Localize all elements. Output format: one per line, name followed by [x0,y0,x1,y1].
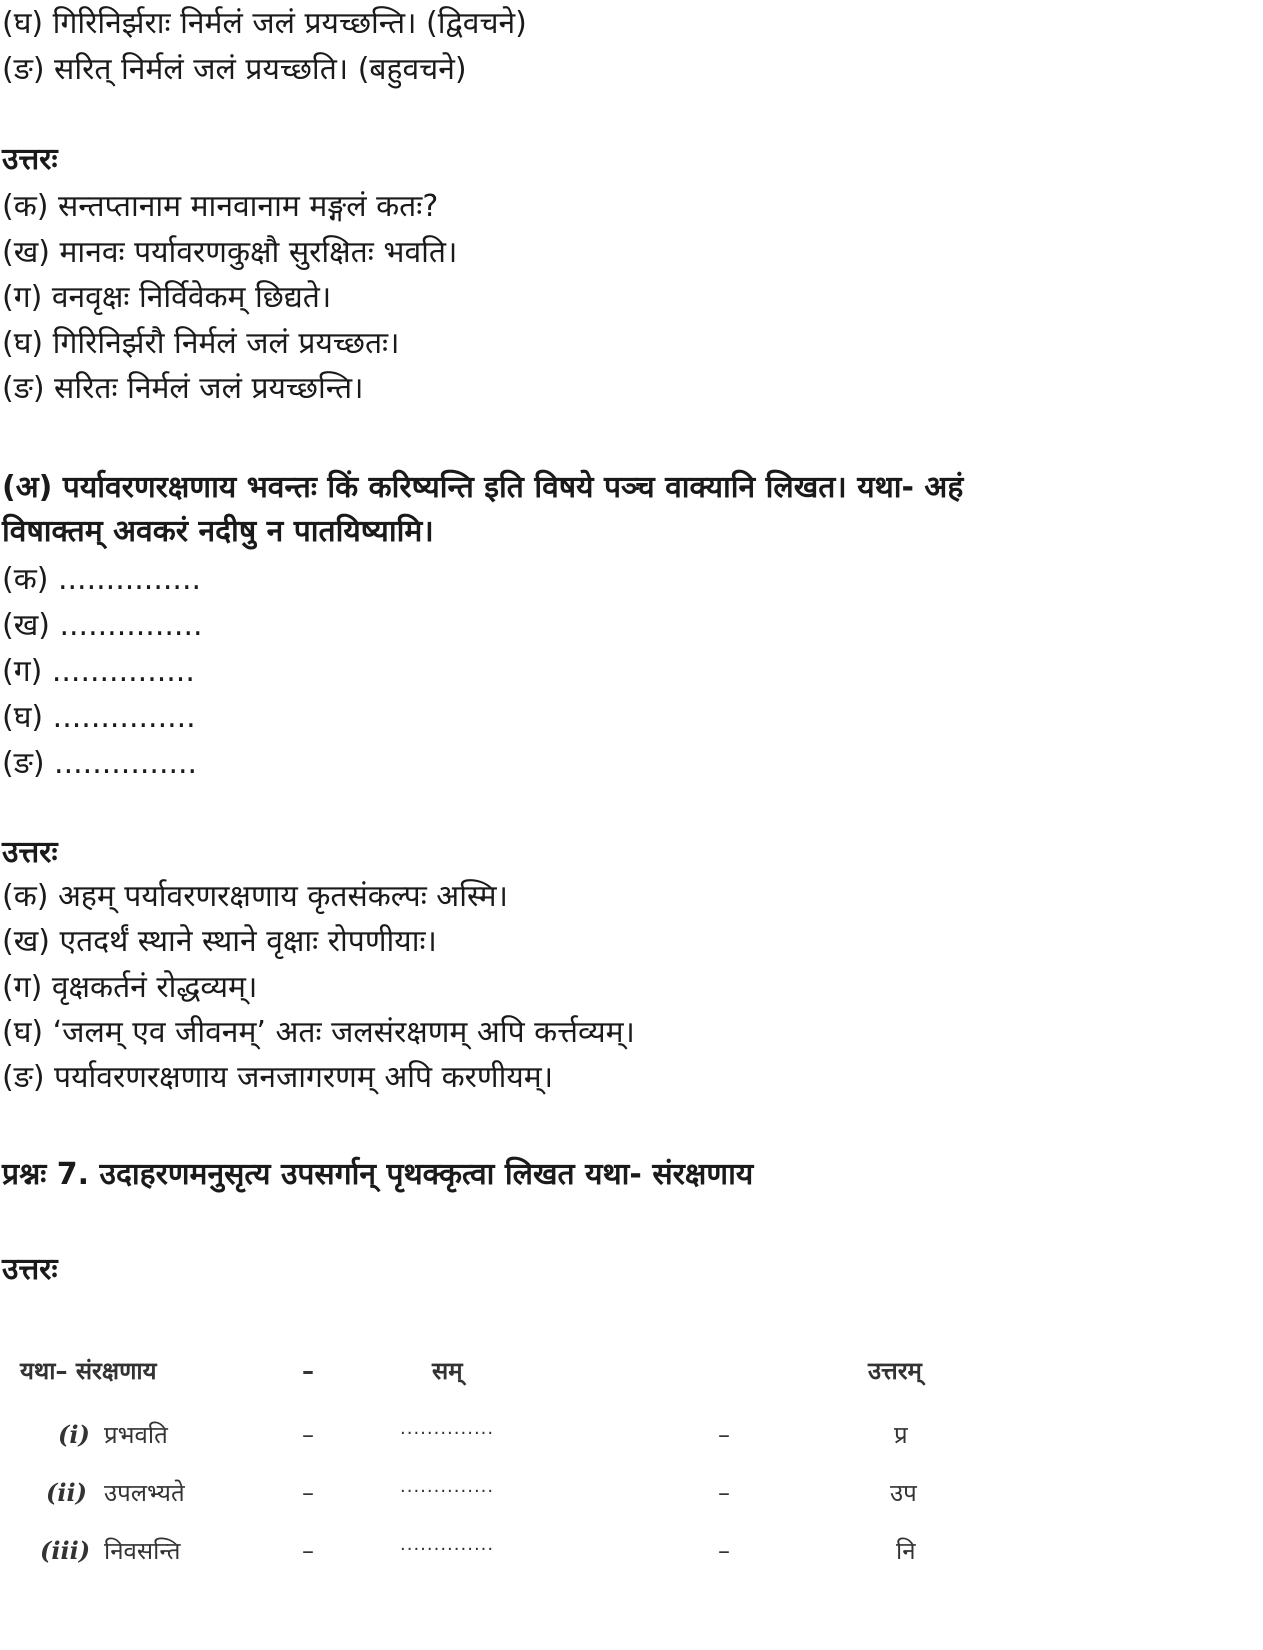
answer-line: (घ) ‘जलम् एव जीवनम्’ अतः जलसंरक्षणम् अपि कर्त्तव्यम्। [2,1015,635,1050]
row-dash: – [302,1537,314,1565]
row-dash: – [718,1537,730,1565]
row-number: (i) [58,1420,90,1449]
row-answer: उप [890,1479,917,1507]
answer-heading: उत्तरः [2,1252,58,1287]
question-line: (घ) गिरिनिर्झराः निर्मलं जलं प्रयच्छन्ति। (द्विवचने) [2,6,527,41]
header-root: उत्तरम् [868,1357,922,1385]
row-number: (ii) [46,1478,87,1507]
row-dash: – [718,1479,730,1507]
answer-line: (क) सन्तप्तानाम मानवानाम मङ्गलं कतः? [2,189,439,224]
answer-line: (ग) वृक्षकर्तनं रोद्धव्यम्। [2,970,258,1005]
header-prefix: सम् [432,1357,463,1385]
question-heading: (अ) पर्यावरणरक्षणाय भवन्तः किं करिष्यन्ति इति विषये पञ्च वाक्यानि लिखत। यथा- अहं [2,470,964,505]
row-answer: नि [896,1537,916,1565]
answer-line: (ग) वनवृक्षः निर्विवेकम् छिद्यते। [2,280,332,315]
answer-line: (ख) मानवः पर्यावरणकुक्षौ सुरक्षितः भवति। [2,235,458,270]
answer-heading: उत्तरः [2,142,58,177]
question-line: (ङ) सरित् निर्मलं जलं प्रयच्छति। (बहुवचने) [2,52,467,87]
row-blank: .............. [400,1534,495,1555]
row-word: निवसन्ति [104,1537,181,1565]
blank-line: (ग) ............... [2,654,195,689]
blank-line: (ख) ............... [2,608,203,643]
header-dash: – [302,1357,314,1385]
row-dash: – [302,1479,314,1507]
answer-line: (घ) गिरिनिर्झरौ निर्मलं जलं प्रयच्छतः। [2,326,400,361]
row-blank: .............. [400,1418,495,1439]
row-word: उपलभ्यते [104,1479,185,1507]
row-dash: – [302,1421,314,1449]
answer-heading: उत्तरः [2,835,58,870]
answer-line: (ङ) सरितः निर्मलं जलं प्रयच्छन्ति। [2,371,364,406]
row-blank: .............. [400,1476,495,1497]
blank-line: (क) ............... [2,562,202,597]
row-word: प्रभवति [104,1421,168,1449]
header-example: यथा– संरक्षणाय [20,1357,157,1385]
row-dash: – [718,1421,730,1449]
blank-line: (ङ) ............... [2,746,198,781]
question-7-heading: प्रश्नः 7. उदाहरणमनुसृत्य उपसर्गान् पृथक्कृत्वा लिखत यथा- संरक्षणाय [2,1157,754,1192]
row-answer: प्र [894,1421,908,1449]
question-heading: विषाक्तम् अवकरं नदीषु न पातयिष्यामि। [2,514,434,549]
row-number: (iii) [40,1536,91,1565]
answer-line: (ङ) पर्यावरणरक्षणाय जनजागरणम् अपि करणीयम्। [2,1060,554,1095]
answer-line: (क) अहम् पर्यावरणरक्षणाय कृतसंकल्पः अस्मि। [2,879,508,914]
answer-line: (ख) एतदर्थं स्थाने स्थाने वृक्षाः रोपणीयाः। [2,924,437,959]
blank-line: (घ) ............... [2,700,196,735]
